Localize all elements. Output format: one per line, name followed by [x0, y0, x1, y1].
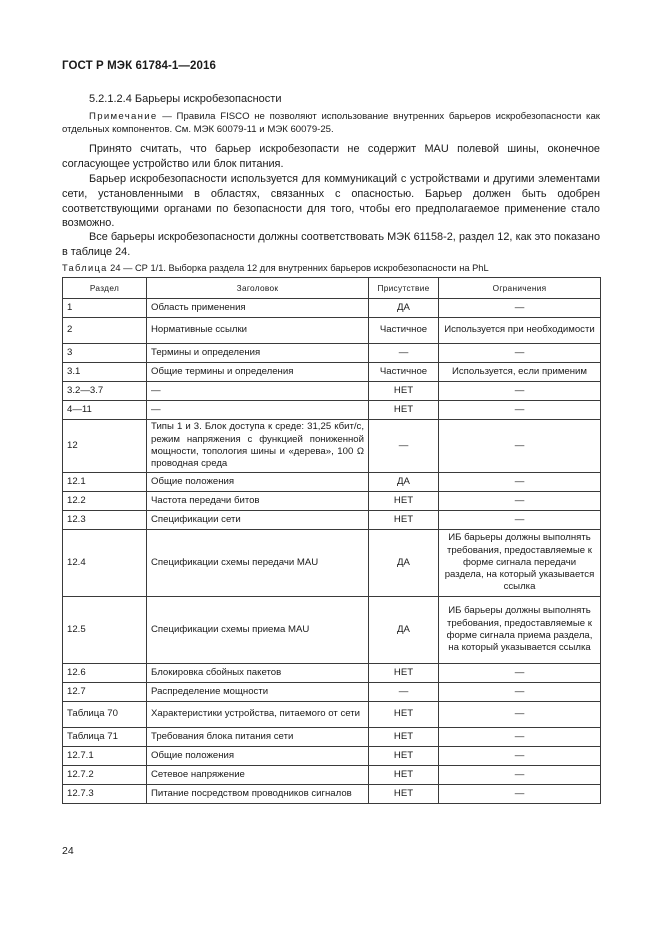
- table-row: [63, 728, 601, 747]
- cell-restriction: —: [439, 683, 601, 702]
- cell-section: 12.1: [63, 473, 147, 492]
- table-row: [63, 420, 601, 473]
- cell-title: Частота передачи битов: [147, 492, 369, 511]
- cell-presence: НЕТ: [369, 728, 439, 747]
- cell-title: —: [147, 401, 369, 420]
- cell-title: Нормативные ссылки: [147, 318, 369, 344]
- cell-restriction: ИБ барьеры должны выполнять требования, предоставляемые к форме сигнала передачи раздела, на который указывается ссылка: [439, 530, 601, 597]
- paragraph: Все барьеры искробезопасности должны соответствовать МЭК 61158-2, раздел 12, как это показано в таблице 24.: [62, 231, 600, 258]
- table-row: [63, 299, 601, 318]
- cell-title: Типы 1 и 3. Блок доступа к среде: 31,25 кбит/с, режим напряжения с функцией пониженной мощности, топология шины и «дерева», 100 Ω проводная среда: [147, 420, 369, 473]
- cell-presence: Частичное: [369, 318, 439, 344]
- table-body: [63, 299, 601, 804]
- column-header-title: Заголовок: [147, 278, 369, 299]
- cell-restriction: Используется, если применим: [439, 363, 601, 382]
- cell-section: 12.6: [63, 664, 147, 683]
- cell-restriction: —: [439, 344, 601, 363]
- table-row: [63, 344, 601, 363]
- cell-title: Блокировка сбойных пакетов: [147, 664, 369, 683]
- cell-presence: —: [369, 344, 439, 363]
- cell-restriction: —: [439, 702, 601, 728]
- note-text: — Правила FISCO не позволяют использование внутренних барьеров искробезопасности как отдельных компонентов. См. МЭК 60079-11 и МЭК 60079-25.: [62, 111, 600, 135]
- cell-presence: НЕТ: [369, 785, 439, 804]
- cell-restriction: —: [439, 382, 601, 401]
- cell-presence: НЕТ: [369, 492, 439, 511]
- cell-restriction: —: [439, 511, 601, 530]
- cell-restriction: —: [439, 473, 601, 492]
- cell-section: 12.7.3: [63, 785, 147, 804]
- cell-restriction: ИБ барьеры должны выполнять требования, предоставляемые к форме сигнала приема раздела, на который указывается ссылка: [439, 597, 601, 664]
- cell-presence: ДА: [369, 299, 439, 318]
- cell-section: 3: [63, 344, 147, 363]
- cell-section: 12.3: [63, 511, 147, 530]
- cell-presence: ДА: [369, 597, 439, 664]
- cell-title: Общие термины и определения: [147, 363, 369, 382]
- table-row: [63, 747, 601, 766]
- cell-section: 3.2—3.7: [63, 382, 147, 401]
- table-row: [63, 785, 601, 804]
- section-title: 5.2.1.2.4 Барьеры искробезопасности: [89, 93, 282, 105]
- cell-title: Общие положения: [147, 747, 369, 766]
- cell-section: 3.1: [63, 363, 147, 382]
- cell-section: 12.7.2: [63, 766, 147, 785]
- cell-restriction: —: [439, 766, 601, 785]
- page-number: 24: [62, 845, 74, 857]
- table-row: [63, 318, 601, 344]
- cell-section: 1: [63, 299, 147, 318]
- cell-title: Область применения: [147, 299, 369, 318]
- cell-presence: Частичное: [369, 363, 439, 382]
- table-row: [63, 382, 601, 401]
- cell-section: 12.7.1: [63, 747, 147, 766]
- cell-title: Общие положения: [147, 473, 369, 492]
- cell-restriction: —: [439, 401, 601, 420]
- cell-title: Требования блока питания сети: [147, 728, 369, 747]
- cell-section: 2: [63, 318, 147, 344]
- cell-presence: НЕТ: [369, 511, 439, 530]
- table-row: [63, 664, 601, 683]
- cell-section: 12.7: [63, 683, 147, 702]
- cell-title: Сетевое напряжение: [147, 766, 369, 785]
- cell-presence: НЕТ: [369, 747, 439, 766]
- requirements-table: [62, 277, 601, 804]
- table-row: [63, 683, 601, 702]
- column-header-section: Раздел: [63, 278, 147, 299]
- table-row: [63, 766, 601, 785]
- cell-section: 4—11: [63, 401, 147, 420]
- cell-presence: НЕТ: [369, 702, 439, 728]
- note-label: Примечание: [89, 111, 158, 122]
- table-row: [63, 473, 601, 492]
- table-row: [63, 530, 601, 597]
- cell-title: —: [147, 382, 369, 401]
- paragraph: Принято считать, что барьер искробезопасти не содержит MAU полевой шины, оконечное согласующее устройство или блок питания.: [62, 143, 600, 170]
- cell-title: Питание посредством проводников сигналов: [147, 785, 369, 804]
- cell-section: 12.4: [63, 530, 147, 597]
- cell-title: Спецификации схемы приема MAU: [147, 597, 369, 664]
- cell-restriction: Используется при необходимости: [439, 318, 601, 344]
- table-row: [63, 401, 601, 420]
- cell-presence: ДА: [369, 473, 439, 492]
- cell-presence: —: [369, 683, 439, 702]
- cell-restriction: —: [439, 728, 601, 747]
- cell-section: 12.5: [63, 597, 147, 664]
- cell-section: 12.2: [63, 492, 147, 511]
- table-row: [63, 492, 601, 511]
- column-header-presence: Присутствие: [369, 278, 439, 299]
- cell-presence: НЕТ: [369, 382, 439, 401]
- cell-title: Спецификации сети: [147, 511, 369, 530]
- cell-restriction: —: [439, 747, 601, 766]
- column-header-restrictions: Ограничения: [439, 278, 601, 299]
- table-row: [63, 702, 601, 728]
- cell-title: Спецификации схемы передачи MAU: [147, 530, 369, 597]
- cell-restriction: —: [439, 299, 601, 318]
- cell-restriction: —: [439, 664, 601, 683]
- cell-presence: —: [369, 420, 439, 473]
- cell-restriction: —: [439, 492, 601, 511]
- table-caption: [62, 263, 489, 273]
- cell-presence: НЕТ: [369, 766, 439, 785]
- cell-section: Таблица 70: [63, 702, 147, 728]
- cell-title: Характеристики устройства, питаемого от сети: [147, 702, 369, 728]
- cell-presence: НЕТ: [369, 664, 439, 683]
- cell-title: Термины и определения: [147, 344, 369, 363]
- table-header-row: [63, 278, 601, 299]
- cell-section: Таблица 71: [63, 728, 147, 747]
- cell-presence: ДА: [369, 530, 439, 597]
- cell-title: Распределение мощности: [147, 683, 369, 702]
- table-caption-label: Таблица: [62, 263, 108, 273]
- cell-presence: НЕТ: [369, 401, 439, 420]
- note: [62, 111, 600, 136]
- cell-section: 12: [63, 420, 147, 473]
- cell-restriction: —: [439, 785, 601, 804]
- table-row: [63, 597, 601, 664]
- document-header: ГОСТ Р МЭК 61784-1—2016: [62, 60, 216, 72]
- paragraph: Барьер искробезопасности используется для коммуникаций с устройствами и другими элементами сети, установленными в областях, связанных с опасностью. Барьер должен быть одобрен соответствующими органами по безопасности для того, чтобы его предполагаемое применение стало возможно.: [62, 173, 600, 230]
- cell-restriction: —: [439, 420, 601, 473]
- table-row: [63, 511, 601, 530]
- table-row: [63, 363, 601, 382]
- table-caption-text: 24 — СР 1/1. Выборка раздела 12 для внутренних барьеров искробезопасности на PhL: [107, 263, 489, 273]
